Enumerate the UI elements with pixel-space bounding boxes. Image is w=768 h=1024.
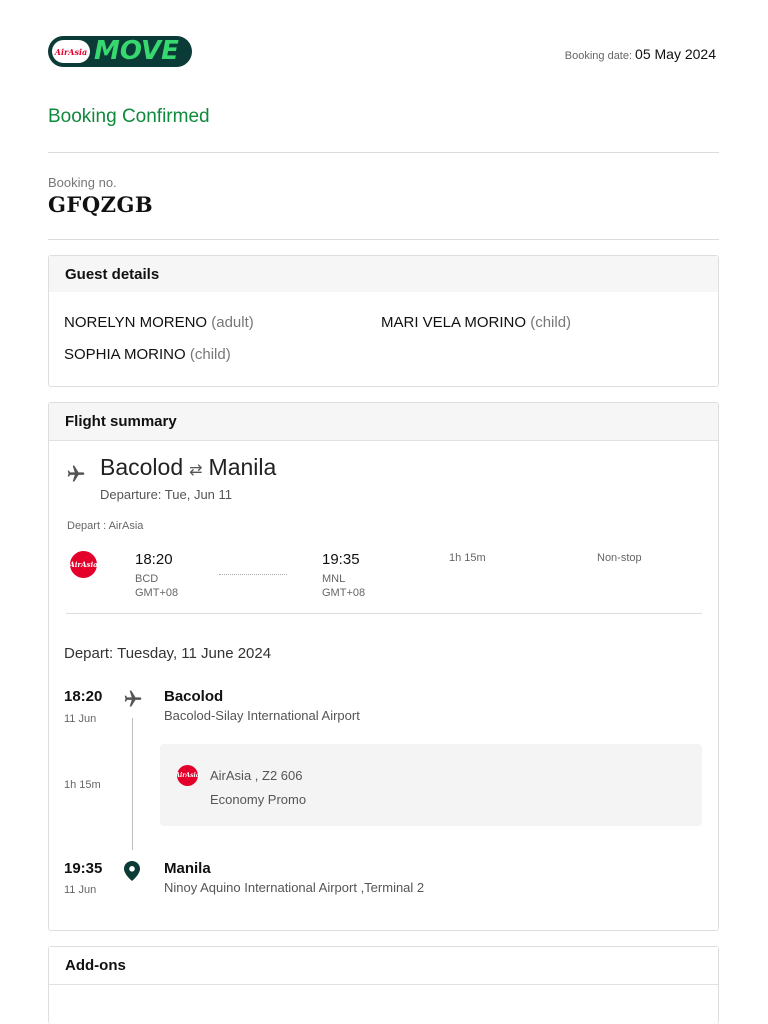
itinerary-arrival-city: Manila <box>164 860 211 877</box>
flight-path-dots <box>219 574 287 575</box>
timeline-line <box>132 718 133 850</box>
booking-number-label: Booking no. <box>48 175 117 190</box>
guest-name: NORELYN MORENO <box>64 314 208 331</box>
airasia-logo-mark <box>52 40 90 63</box>
booking-date <box>565 46 716 62</box>
itinerary-departure-city: Bacolod <box>164 688 224 705</box>
airasia-logo-icon <box>177 765 198 786</box>
arrival-timezone: GMT+08 <box>322 587 366 599</box>
location-pin-icon <box>124 861 140 881</box>
route-origin: Bacolod <box>100 454 184 480</box>
airasia-logo-icon <box>70 551 97 578</box>
depart-carrier: Depart : AirAsia <box>67 520 144 532</box>
itinerary-arrival-time: 19:35 <box>64 860 103 877</box>
guest-item <box>381 314 571 331</box>
divider <box>48 239 719 240</box>
add-ons-title: Add-ons <box>49 947 718 985</box>
booking-number: GFQZGB <box>48 192 154 217</box>
flight-number: AirAsia , Z2 606 <box>210 768 303 783</box>
swap-arrows-icon: ⇄ <box>189 462 203 479</box>
arrival-code: MNL <box>322 573 346 585</box>
itinerary-duration: 1h 15m <box>64 779 101 791</box>
departure-date: Departure: Tue, Jun 11 <box>100 487 233 502</box>
guest-type: (adult) <box>211 314 254 331</box>
guest-name: SOPHIA MORINO <box>64 346 186 363</box>
flight-summary-card <box>48 402 719 931</box>
airline-badge-text: AirAsia <box>69 560 98 569</box>
booking-date-value: 05 May 2024 <box>635 46 716 62</box>
departure-plane-icon <box>123 689 143 709</box>
guest-details-title: Guest details <box>49 256 718 292</box>
departure-timezone: GMT+08 <box>135 587 179 599</box>
add-ons-card <box>48 946 719 1024</box>
guest-name: MARI VELA MORINO <box>381 314 527 331</box>
guest-type: (child) <box>189 346 231 363</box>
flight-stops: Non-stop <box>597 552 642 564</box>
route-destination: Manila <box>208 454 277 480</box>
itinerary-arrival-airport: Ninoy Aquino International Airport ,Terminal 2 <box>164 880 425 895</box>
departure-code: BCD <box>135 573 159 585</box>
guest-item <box>64 314 254 331</box>
divider <box>48 152 719 153</box>
arrival-time: 19:35 <box>322 551 360 568</box>
flight-info-box <box>160 744 702 826</box>
itinerary-arrival-date: 11 Jun <box>64 884 97 896</box>
flight-summary-title: Flight summary <box>49 403 718 441</box>
departure-time: 18:20 <box>135 551 173 568</box>
itinerary-departure-airport: Bacolod-Silay International Airport <box>164 708 360 723</box>
airline-badge-text: AirAsia <box>175 772 200 779</box>
route-title <box>100 454 276 481</box>
divider <box>66 613 702 614</box>
logo-wordmark: MOVE <box>94 36 179 66</box>
airasia-move-logo <box>48 36 192 67</box>
plane-icon <box>66 464 86 484</box>
itinerary-departure-time: 18:20 <box>64 688 103 705</box>
booking-status-title: Booking Confirmed <box>48 106 210 127</box>
itinerary-departure-date: 11 Jun <box>64 713 97 725</box>
logo-mark-text: AirAsia <box>54 46 88 57</box>
fare-class: Economy Promo <box>210 792 307 807</box>
itinerary-title: Depart: Tuesday, 11 June 2024 <box>64 645 272 662</box>
guest-item <box>64 346 231 363</box>
guest-type: (child) <box>530 314 572 331</box>
booking-date-label: Booking date: <box>564 50 633 62</box>
flight-duration: 1h 15m <box>449 552 486 564</box>
